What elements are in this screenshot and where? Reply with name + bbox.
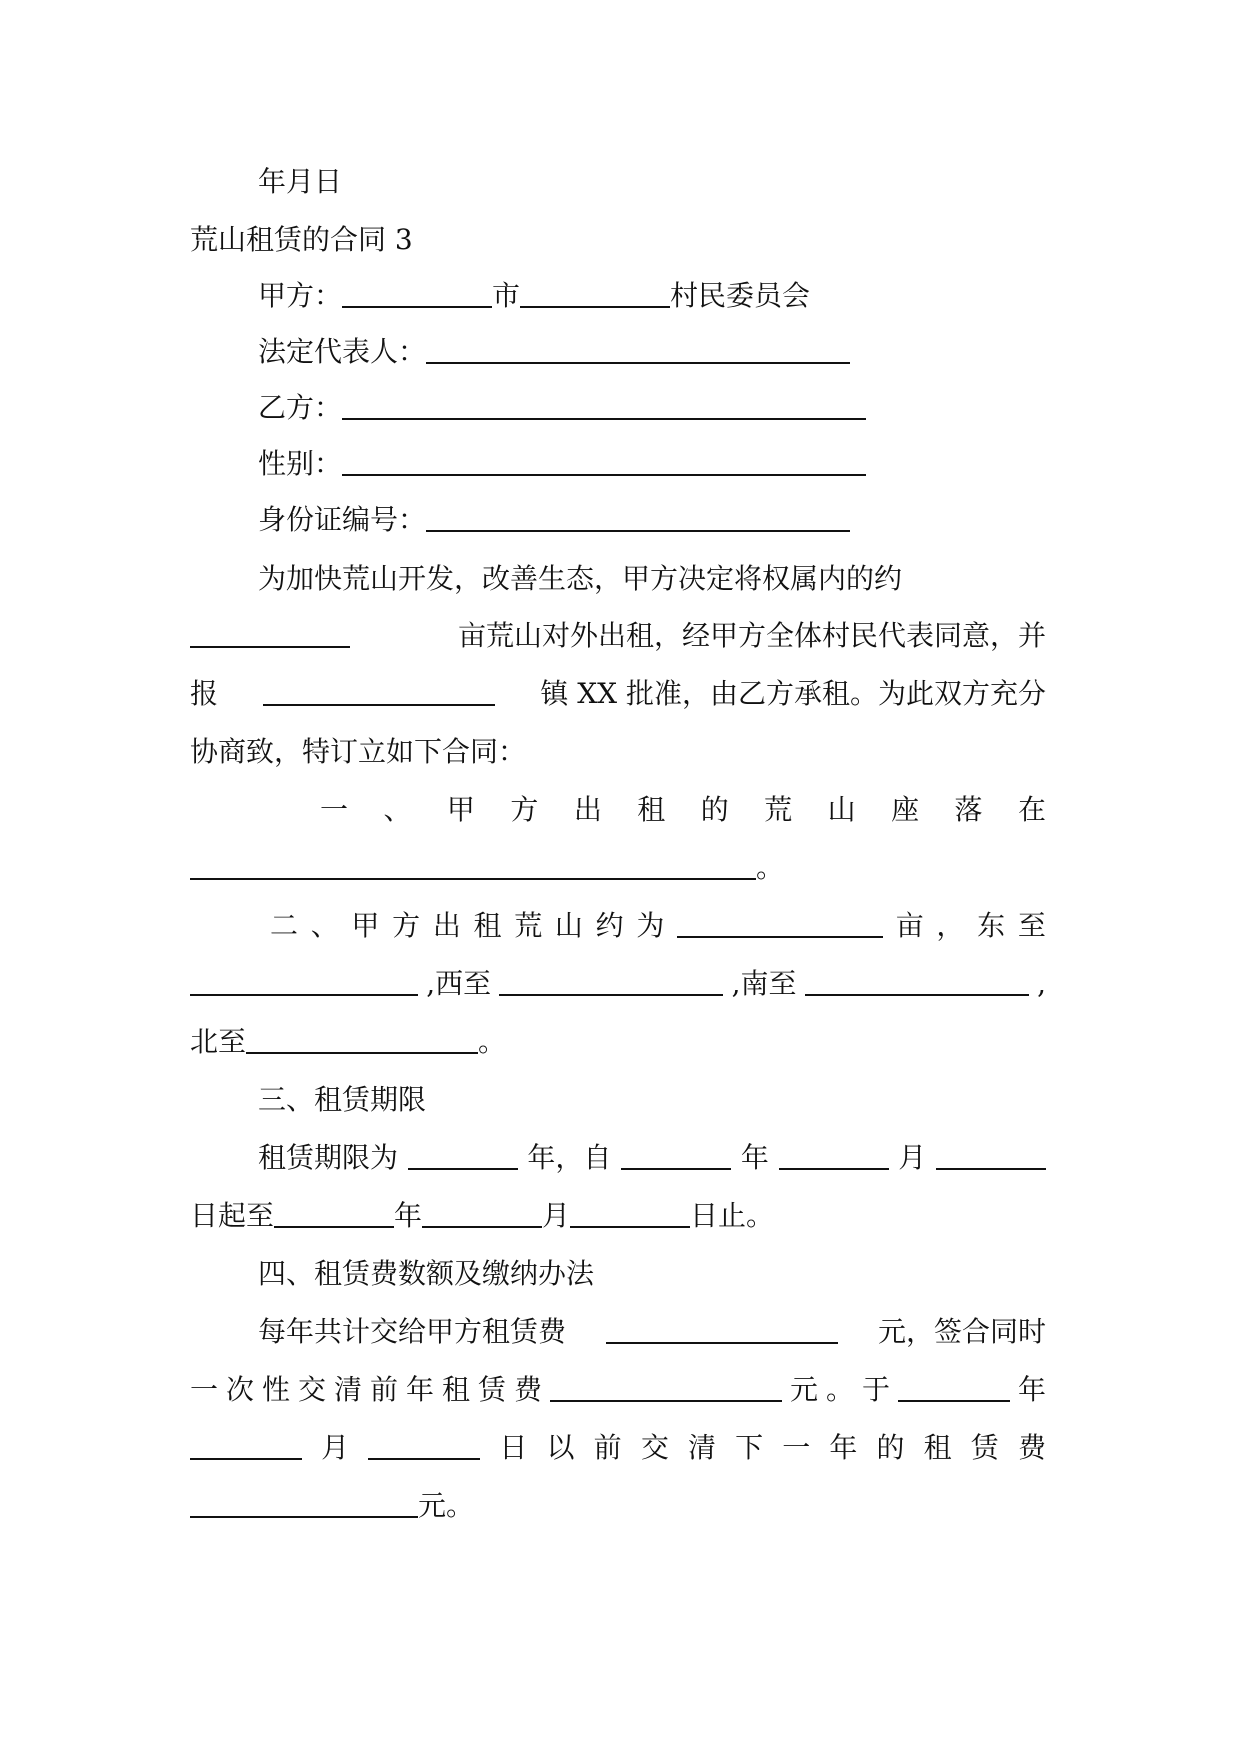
article-4-heading xyxy=(258,1244,1046,1288)
pay-day-blank xyxy=(368,1458,480,1460)
char: 以 xyxy=(546,1431,575,1464)
char: 清 xyxy=(687,1431,716,1464)
article-2-line-3 xyxy=(190,1012,1046,1056)
west-label: ,西至 xyxy=(426,967,492,1000)
char: 一 xyxy=(782,1431,811,1464)
char: 前 xyxy=(593,1431,622,1464)
char: 二 xyxy=(270,909,299,942)
yuan-label: 元。 xyxy=(418,1489,475,1522)
char: 年 xyxy=(1017,1373,1046,1406)
annual-rent-blank xyxy=(606,1342,838,1344)
legal-rep-blank xyxy=(426,362,850,364)
char: 年 xyxy=(829,1431,858,1464)
heading-text: 四、租赁费数额及缴纳办法 xyxy=(258,1257,595,1290)
char: 赁 xyxy=(478,1373,507,1406)
article-2-line-1 xyxy=(270,896,1046,940)
char: 、 xyxy=(310,909,339,942)
char: 方 xyxy=(392,909,421,942)
party-b-blank xyxy=(342,418,866,420)
char: 为 xyxy=(636,909,665,942)
char: 荒 xyxy=(764,793,793,826)
start-month-blank xyxy=(779,1168,889,1170)
preamble-text: 亩荒山对外出租，经甲方全体村民代表同意，并 xyxy=(457,619,1046,652)
char: 亩 xyxy=(895,909,924,942)
contract-title xyxy=(190,210,1046,254)
char: 落 xyxy=(954,793,983,826)
month-label: 月 xyxy=(898,1141,927,1174)
char: 荒 xyxy=(514,909,543,942)
legal-rep-line xyxy=(258,322,1046,366)
preamble-line-4 xyxy=(190,722,1046,766)
char: 在 xyxy=(1017,793,1046,826)
city-label: 市 xyxy=(492,279,521,312)
day-stop-label: 日止。 xyxy=(690,1199,775,1232)
article-2-line-2 xyxy=(190,954,1046,998)
year-label: 年 xyxy=(394,1199,423,1232)
char: 日 xyxy=(499,1431,528,1464)
south-blank xyxy=(805,994,1029,996)
char: 的 xyxy=(700,793,729,826)
char: 清 xyxy=(334,1373,363,1406)
char: 租 xyxy=(473,909,502,942)
start-day-blank xyxy=(936,1168,1046,1170)
year-from-label: 年，自 xyxy=(527,1141,612,1174)
char: 于 xyxy=(861,1373,890,1406)
char: 的 xyxy=(876,1431,905,1464)
next-rent-blank xyxy=(190,1516,418,1518)
char: 下 xyxy=(735,1431,764,1464)
year-label: 年 xyxy=(740,1141,769,1174)
char: 交 xyxy=(640,1431,669,1464)
char: 至 xyxy=(1017,909,1046,942)
article-4-line-1 xyxy=(258,1302,1046,1346)
char: 费 xyxy=(514,1373,543,1406)
heading-text: 三、租赁期限 xyxy=(258,1083,427,1116)
preamble-line-2 xyxy=(190,606,1046,650)
char: 费 xyxy=(1017,1431,1046,1464)
char: 一 xyxy=(190,1373,219,1406)
party-a-label: 甲方： xyxy=(258,279,343,312)
village-blank xyxy=(520,306,670,308)
char: 交 xyxy=(298,1373,327,1406)
title-text: 荒山租赁的合同 3 xyxy=(190,223,413,256)
article-1-line-1 xyxy=(320,780,1046,824)
city-blank xyxy=(342,306,492,308)
month-label: 月 xyxy=(542,1199,571,1232)
rent-label: 每年共计交给甲方租赁费 xyxy=(258,1315,567,1348)
north-label: 北至 xyxy=(190,1025,247,1058)
article-4-line-2 xyxy=(190,1360,1046,1404)
char: 方 xyxy=(510,793,539,826)
article-3-heading xyxy=(258,1070,1046,1114)
lease-term-label: 租赁期限为 xyxy=(258,1141,399,1174)
char: 甲 xyxy=(351,909,380,942)
south-label: ,南至 xyxy=(731,967,797,1000)
char: ， xyxy=(936,909,965,942)
gender-label: 性别： xyxy=(258,447,343,480)
party-a-line xyxy=(258,266,1046,310)
years-blank xyxy=(408,1168,518,1170)
article-3-line-2 xyxy=(190,1186,1046,1230)
article-4-line-4 xyxy=(190,1476,1046,1520)
char: 。 xyxy=(825,1373,854,1406)
party-b-line xyxy=(258,378,1046,422)
period-mark: 。 xyxy=(478,1025,507,1058)
period-mark: 。 xyxy=(756,851,785,884)
article-3-line-1 xyxy=(258,1128,1046,1172)
pay-year-blank xyxy=(898,1400,1010,1402)
char: 前 xyxy=(370,1373,399,1406)
end-label: 日起至 xyxy=(190,1199,275,1232)
start-year-blank xyxy=(621,1168,731,1170)
pay-month-blank xyxy=(190,1458,302,1460)
gender-blank xyxy=(342,474,866,476)
char: 山 xyxy=(827,793,856,826)
article-4-line-3 xyxy=(190,1418,1046,1462)
first-rent-blank xyxy=(550,1400,782,1402)
id-number-blank xyxy=(426,530,850,532)
char: 赁 xyxy=(970,1431,999,1464)
north-blank xyxy=(246,1052,478,1054)
char: 年 xyxy=(406,1373,435,1406)
char: 出 xyxy=(432,909,461,942)
rent-text: 元，签合同时 xyxy=(877,1315,1046,1348)
preamble-text: 协商致，特订立如下合同： xyxy=(190,735,527,768)
end-year-blank xyxy=(274,1226,394,1228)
committee-label: 村民委员会 xyxy=(670,279,811,312)
east-blank xyxy=(190,994,418,996)
article-1-line-2 xyxy=(190,838,1046,882)
mu-blank xyxy=(677,936,883,938)
id-number-label: 身份证编号： xyxy=(258,503,427,536)
date-text: 年月日 xyxy=(258,165,343,198)
char: 月 xyxy=(321,1431,350,1464)
char: 东 xyxy=(977,909,1006,942)
char: 、 xyxy=(383,793,412,826)
char: 甲 xyxy=(446,793,475,826)
preamble-line-3 xyxy=(190,664,1046,708)
char: 性 xyxy=(262,1373,291,1406)
end-day-blank xyxy=(570,1226,690,1228)
end-month-blank xyxy=(422,1226,542,1228)
gender-line xyxy=(258,434,1046,478)
location-blank xyxy=(190,878,756,880)
char: 租 xyxy=(923,1431,952,1464)
char: 山 xyxy=(554,909,583,942)
comma-mark: , xyxy=(1037,967,1046,1000)
char: 次 xyxy=(226,1373,255,1406)
char: 约 xyxy=(595,909,624,942)
preamble-line-1 xyxy=(258,549,1046,593)
char: 出 xyxy=(573,793,602,826)
char: 座 xyxy=(891,793,920,826)
area-blank xyxy=(190,646,350,648)
char: 租 xyxy=(442,1373,471,1406)
char: 一 xyxy=(320,793,349,826)
west-blank xyxy=(499,994,723,996)
town-blank xyxy=(263,704,495,706)
preamble-text: 报 xyxy=(190,677,219,710)
preamble-text: 镇 XX 批准，由乙方承租。为此双方充分 xyxy=(540,677,1046,710)
date-line xyxy=(258,152,1046,196)
char: 元 xyxy=(789,1373,818,1406)
char: 租 xyxy=(637,793,666,826)
preamble-text: 为加快荒山开发，改善生态，甲方决定将权属内的约 xyxy=(258,562,903,595)
legal-rep-label: 法定代表人： xyxy=(258,335,427,368)
party-b-label: 乙方： xyxy=(258,391,343,424)
id-number-line xyxy=(258,490,1046,534)
